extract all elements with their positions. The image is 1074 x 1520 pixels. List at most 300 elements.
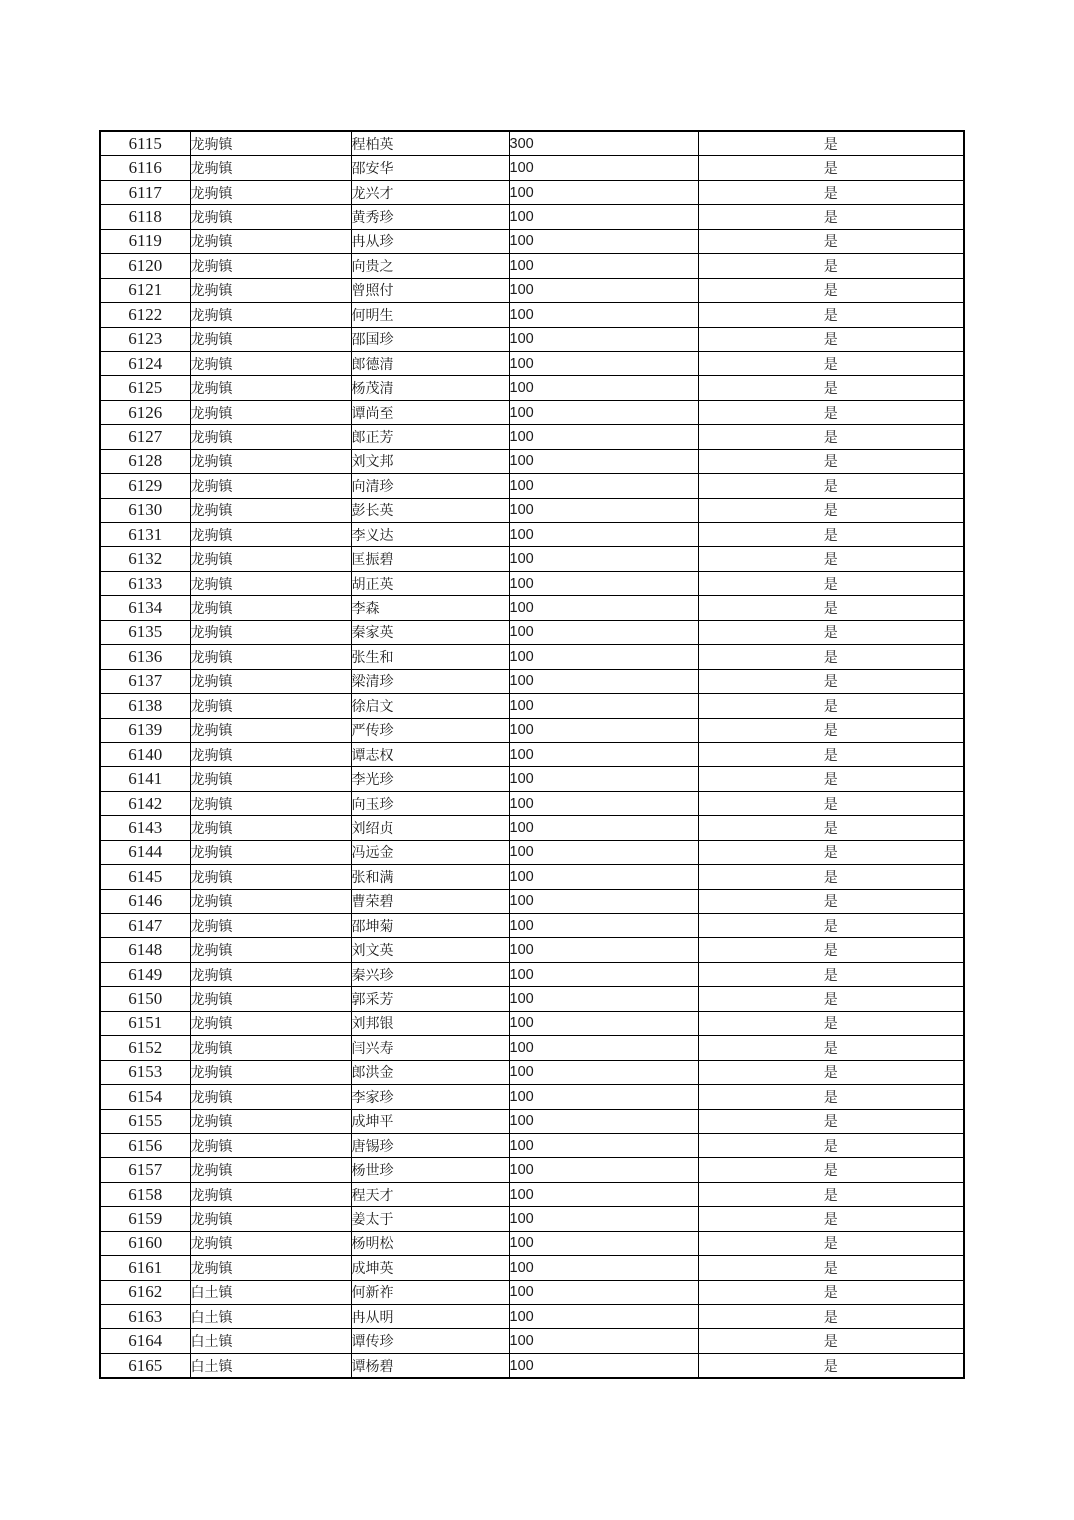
cell-town: 龙驹镇: [190, 1109, 351, 1133]
cell-amount: 100: [509, 547, 698, 571]
table-row: [100, 645, 964, 669]
cell-confirmed: 是: [698, 840, 964, 864]
cell-town: 白土镇: [190, 1353, 351, 1378]
table-row: [100, 1256, 964, 1280]
cell-confirmed: 是: [698, 962, 964, 986]
cell-name: 刘绍贞: [351, 816, 509, 840]
cell-name: 胡正英: [351, 571, 509, 595]
table-row: [100, 474, 964, 498]
cell-town: 龙驹镇: [190, 742, 351, 766]
cell-name: 李家珍: [351, 1085, 509, 1109]
cell-town: 龙驹镇: [190, 278, 351, 302]
cell-name: 梁清珍: [351, 669, 509, 693]
cell-id: 6134: [100, 596, 190, 620]
table-row: [100, 400, 964, 424]
cell-confirmed: 是: [698, 278, 964, 302]
cell-amount: 100: [509, 523, 698, 547]
cell-confirmed: 是: [698, 1231, 964, 1255]
cell-id: 6153: [100, 1060, 190, 1084]
cell-town: 龙驹镇: [190, 547, 351, 571]
cell-town: 龙驹镇: [190, 1036, 351, 1060]
cell-town: 龙驹镇: [190, 694, 351, 718]
cell-amount: 100: [509, 1133, 698, 1157]
table-row: [100, 791, 964, 815]
cell-amount: 100: [509, 303, 698, 327]
cell-confirmed: 是: [698, 376, 964, 400]
cell-town: 龙驹镇: [190, 229, 351, 253]
table-row: [100, 914, 964, 938]
cell-name: 李森: [351, 596, 509, 620]
cell-id: 6150: [100, 987, 190, 1011]
cell-id: 6120: [100, 254, 190, 278]
cell-town: 白土镇: [190, 1329, 351, 1353]
cell-id: 6115: [100, 131, 190, 156]
cell-confirmed: 是: [698, 889, 964, 913]
cell-name: 刘邦银: [351, 1011, 509, 1035]
cell-id: 6119: [100, 229, 190, 253]
cell-amount: 100: [509, 1329, 698, 1353]
cell-name: 向玉珍: [351, 791, 509, 815]
cell-amount: 100: [509, 1256, 698, 1280]
cell-town: 龙驹镇: [190, 571, 351, 595]
cell-town: 龙驹镇: [190, 1256, 351, 1280]
table-row: [100, 229, 964, 253]
cell-name: 郎正芳: [351, 425, 509, 449]
cell-confirmed: 是: [698, 742, 964, 766]
cell-name: 成坤平: [351, 1109, 509, 1133]
cell-id: 6152: [100, 1036, 190, 1060]
cell-name: 郎洪金: [351, 1060, 509, 1084]
cell-confirmed: 是: [698, 327, 964, 351]
table-row: [100, 498, 964, 522]
cell-confirmed: 是: [698, 523, 964, 547]
table-row: [100, 938, 964, 962]
cell-name: 何明生: [351, 303, 509, 327]
cell-id: 6130: [100, 498, 190, 522]
cell-id: 6127: [100, 425, 190, 449]
cell-confirmed: 是: [698, 987, 964, 1011]
cell-confirmed: 是: [698, 669, 964, 693]
cell-name: 程柏英: [351, 131, 509, 156]
cell-id: 6144: [100, 840, 190, 864]
cell-id: 6136: [100, 645, 190, 669]
cell-amount: 100: [509, 1085, 698, 1109]
cell-town: 龙驹镇: [190, 1207, 351, 1231]
cell-name: 李义达: [351, 523, 509, 547]
cell-confirmed: 是: [698, 1305, 964, 1329]
cell-id: 6133: [100, 571, 190, 595]
cell-confirmed: 是: [698, 1036, 964, 1060]
cell-confirmed: 是: [698, 425, 964, 449]
cell-town: 龙驹镇: [190, 840, 351, 864]
cell-name: 谭传珍: [351, 1329, 509, 1353]
cell-town: 龙驹镇: [190, 669, 351, 693]
cell-town: 龙驹镇: [190, 938, 351, 962]
cell-amount: 100: [509, 816, 698, 840]
cell-town: 龙驹镇: [190, 718, 351, 742]
cell-amount: 100: [509, 1011, 698, 1035]
cell-name: 李光珍: [351, 767, 509, 791]
cell-town: 龙驹镇: [190, 1133, 351, 1157]
table-row: [100, 742, 964, 766]
cell-id: 6151: [100, 1011, 190, 1035]
cell-name: 冉从明: [351, 1305, 509, 1329]
cell-confirmed: 是: [698, 449, 964, 473]
cell-id: 6154: [100, 1085, 190, 1109]
cell-town: 龙驹镇: [190, 645, 351, 669]
cell-id: 6158: [100, 1182, 190, 1206]
cell-name: 张和满: [351, 865, 509, 889]
cell-town: 白土镇: [190, 1280, 351, 1304]
cell-amount: 100: [509, 742, 698, 766]
cell-id: 6147: [100, 914, 190, 938]
cell-amount: 100: [509, 669, 698, 693]
cell-id: 6126: [100, 400, 190, 424]
table-row: [100, 1329, 964, 1353]
cell-confirmed: 是: [698, 1109, 964, 1133]
cell-name: 何新祚: [351, 1280, 509, 1304]
cell-town: 龙驹镇: [190, 156, 351, 180]
cell-amount: 100: [509, 694, 698, 718]
cell-amount: 100: [509, 1353, 698, 1378]
table-body: [100, 131, 964, 1378]
table-row: [100, 767, 964, 791]
cell-name: 杨明松: [351, 1231, 509, 1255]
cell-confirmed: 是: [698, 351, 964, 375]
cell-confirmed: 是: [698, 156, 964, 180]
cell-confirmed: 是: [698, 498, 964, 522]
table-row: [100, 1231, 964, 1255]
cell-confirmed: 是: [698, 938, 964, 962]
cell-id: 6163: [100, 1305, 190, 1329]
cell-amount: 100: [509, 620, 698, 644]
cell-id: 6118: [100, 205, 190, 229]
table-row: [100, 278, 964, 302]
cell-town: 龙驹镇: [190, 205, 351, 229]
cell-amount: 100: [509, 205, 698, 229]
cell-id: 6132: [100, 547, 190, 571]
cell-town: 龙驹镇: [190, 180, 351, 204]
cell-confirmed: 是: [698, 571, 964, 595]
table-row: [100, 596, 964, 620]
cell-name: 郭采芳: [351, 987, 509, 1011]
cell-id: 6161: [100, 1256, 190, 1280]
cell-town: 白土镇: [190, 1305, 351, 1329]
cell-id: 6124: [100, 351, 190, 375]
cell-id: 6116: [100, 156, 190, 180]
table-row: [100, 962, 964, 986]
cell-confirmed: 是: [698, 1182, 964, 1206]
cell-name: 张生和: [351, 645, 509, 669]
table-row: [100, 449, 964, 473]
cell-town: 龙驹镇: [190, 1182, 351, 1206]
cell-name: 秦兴珍: [351, 962, 509, 986]
cell-amount: 100: [509, 229, 698, 253]
cell-amount: 100: [509, 156, 698, 180]
cell-confirmed: 是: [698, 1280, 964, 1304]
cell-name: 徐启文: [351, 694, 509, 718]
cell-id: 6164: [100, 1329, 190, 1353]
cell-confirmed: 是: [698, 131, 964, 156]
cell-name: 邵坤菊: [351, 914, 509, 938]
table-row: [100, 327, 964, 351]
cell-id: 6123: [100, 327, 190, 351]
cell-id: 6135: [100, 620, 190, 644]
table-row: [100, 816, 964, 840]
table-row: [100, 303, 964, 327]
cell-confirmed: 是: [698, 474, 964, 498]
cell-id: 6125: [100, 376, 190, 400]
cell-amount: 100: [509, 254, 698, 278]
cell-town: 龙驹镇: [190, 474, 351, 498]
table-row: [100, 1207, 964, 1231]
cell-confirmed: 是: [698, 547, 964, 571]
cell-amount: 100: [509, 1060, 698, 1084]
cell-amount: 100: [509, 474, 698, 498]
cell-id: 6155: [100, 1109, 190, 1133]
table-row: [100, 1158, 964, 1182]
cell-confirmed: 是: [698, 1085, 964, 1109]
cell-id: 6156: [100, 1133, 190, 1157]
cell-name: 成坤英: [351, 1256, 509, 1280]
cell-confirmed: 是: [698, 816, 964, 840]
cell-name: 谭尚至: [351, 400, 509, 424]
cell-name: 冉从珍: [351, 229, 509, 253]
cell-id: 6148: [100, 938, 190, 962]
cell-amount: 100: [509, 596, 698, 620]
cell-id: 6141: [100, 767, 190, 791]
cell-confirmed: 是: [698, 596, 964, 620]
cell-confirmed: 是: [698, 1353, 964, 1378]
cell-amount: 100: [509, 767, 698, 791]
cell-id: 6117: [100, 180, 190, 204]
cell-town: 龙驹镇: [190, 303, 351, 327]
cell-amount: 100: [509, 962, 698, 986]
cell-town: 龙驹镇: [190, 1060, 351, 1084]
cell-confirmed: 是: [698, 229, 964, 253]
cell-name: 曹荣碧: [351, 889, 509, 913]
cell-town: 龙驹镇: [190, 889, 351, 913]
cell-confirmed: 是: [698, 791, 964, 815]
cell-amount: 100: [509, 1231, 698, 1255]
table-row: [100, 865, 964, 889]
table-row: [100, 1305, 964, 1329]
table-row: [100, 620, 964, 644]
table-row: [100, 1280, 964, 1304]
table-row: [100, 889, 964, 913]
cell-id: 6137: [100, 669, 190, 693]
cell-town: 龙驹镇: [190, 449, 351, 473]
table-row: [100, 1011, 964, 1035]
cell-id: 6122: [100, 303, 190, 327]
cell-id: 6165: [100, 1353, 190, 1378]
cell-name: 曾照付: [351, 278, 509, 302]
cell-amount: 100: [509, 1207, 698, 1231]
cell-town: 龙驹镇: [190, 131, 351, 156]
cell-confirmed: 是: [698, 1256, 964, 1280]
cell-name: 郎德清: [351, 351, 509, 375]
cell-amount: 100: [509, 425, 698, 449]
cell-confirmed: 是: [698, 1329, 964, 1353]
cell-confirmed: 是: [698, 1060, 964, 1084]
cell-confirmed: 是: [698, 303, 964, 327]
cell-name: 向贵之: [351, 254, 509, 278]
table-row: [100, 1109, 964, 1133]
cell-town: 龙驹镇: [190, 865, 351, 889]
cell-town: 龙驹镇: [190, 1085, 351, 1109]
cell-town: 龙驹镇: [190, 425, 351, 449]
cell-confirmed: 是: [698, 914, 964, 938]
cell-amount: 100: [509, 571, 698, 595]
cell-name: 彭长英: [351, 498, 509, 522]
cell-name: 姜太于: [351, 1207, 509, 1231]
cell-town: 龙驹镇: [190, 816, 351, 840]
cell-town: 龙驹镇: [190, 987, 351, 1011]
table-row: [100, 987, 964, 1011]
cell-town: 龙驹镇: [190, 376, 351, 400]
cell-confirmed: 是: [698, 1158, 964, 1182]
cell-id: 6143: [100, 816, 190, 840]
table-row: [100, 694, 964, 718]
cell-confirmed: 是: [698, 205, 964, 229]
cell-id: 6142: [100, 791, 190, 815]
cell-confirmed: 是: [698, 865, 964, 889]
cell-confirmed: 是: [698, 767, 964, 791]
cell-name: 谭杨碧: [351, 1353, 509, 1378]
table-row: [100, 1182, 964, 1206]
cell-town: 龙驹镇: [190, 1011, 351, 1035]
cell-amount: 100: [509, 1305, 698, 1329]
cell-amount: 100: [509, 889, 698, 913]
cell-town: 龙驹镇: [190, 914, 351, 938]
cell-name: 闫兴寿: [351, 1036, 509, 1060]
cell-id: 6157: [100, 1158, 190, 1182]
cell-name: 刘文邦: [351, 449, 509, 473]
cell-confirmed: 是: [698, 718, 964, 742]
cell-name: 秦家英: [351, 620, 509, 644]
table-row: [100, 718, 964, 742]
table-row: [100, 547, 964, 571]
table-row: [100, 254, 964, 278]
cell-town: 龙驹镇: [190, 962, 351, 986]
cell-amount: 100: [509, 278, 698, 302]
cell-name: 匡振碧: [351, 547, 509, 571]
cell-confirmed: 是: [698, 1133, 964, 1157]
cell-amount: 100: [509, 1182, 698, 1206]
payment-record-table: [99, 130, 965, 1379]
cell-id: 6138: [100, 694, 190, 718]
cell-town: 龙驹镇: [190, 327, 351, 351]
cell-name: 程天才: [351, 1182, 509, 1206]
cell-name: 杨茂清: [351, 376, 509, 400]
cell-name: 谭志权: [351, 742, 509, 766]
cell-amount: 100: [509, 1280, 698, 1304]
cell-id: 6159: [100, 1207, 190, 1231]
cell-confirmed: 是: [698, 180, 964, 204]
cell-town: 龙驹镇: [190, 596, 351, 620]
cell-confirmed: 是: [698, 1011, 964, 1035]
cell-id: 6121: [100, 278, 190, 302]
cell-amount: 100: [509, 376, 698, 400]
cell-name: 严传珍: [351, 718, 509, 742]
cell-name: 邵国珍: [351, 327, 509, 351]
cell-id: 6162: [100, 1280, 190, 1304]
table-row: [100, 156, 964, 180]
cell-confirmed: 是: [698, 694, 964, 718]
cell-amount: 100: [509, 987, 698, 1011]
cell-amount: 100: [509, 938, 698, 962]
cell-town: 龙驹镇: [190, 523, 351, 547]
table-row: [100, 1085, 964, 1109]
cell-amount: 100: [509, 180, 698, 204]
table-row: [100, 131, 964, 156]
table-row: [100, 376, 964, 400]
cell-confirmed: 是: [698, 1207, 964, 1231]
cell-id: 6131: [100, 523, 190, 547]
cell-amount: 100: [509, 718, 698, 742]
cell-amount: 300: [509, 131, 698, 156]
cell-amount: 100: [509, 449, 698, 473]
cell-town: 龙驹镇: [190, 351, 351, 375]
cell-name: 龙兴才: [351, 180, 509, 204]
cell-name: 刘文英: [351, 938, 509, 962]
cell-amount: 100: [509, 865, 698, 889]
cell-town: 龙驹镇: [190, 620, 351, 644]
cell-id: 6139: [100, 718, 190, 742]
cell-amount: 100: [509, 840, 698, 864]
cell-amount: 100: [509, 400, 698, 424]
cell-id: 6145: [100, 865, 190, 889]
cell-confirmed: 是: [698, 254, 964, 278]
cell-amount: 100: [509, 1158, 698, 1182]
cell-amount: 100: [509, 327, 698, 351]
table-row: [100, 840, 964, 864]
cell-town: 龙驹镇: [190, 498, 351, 522]
cell-id: 6146: [100, 889, 190, 913]
table-row: [100, 1133, 964, 1157]
cell-name: 邵安华: [351, 156, 509, 180]
table-row: [100, 1353, 964, 1378]
cell-name: 唐锡珍: [351, 1133, 509, 1157]
cell-town: 龙驹镇: [190, 791, 351, 815]
table-row: [100, 1060, 964, 1084]
table-row: [100, 1036, 964, 1060]
cell-amount: 100: [509, 791, 698, 815]
cell-name: 冯远金: [351, 840, 509, 864]
cell-town: 龙驹镇: [190, 400, 351, 424]
cell-amount: 100: [509, 351, 698, 375]
cell-amount: 100: [509, 498, 698, 522]
cell-amount: 100: [509, 914, 698, 938]
cell-confirmed: 是: [698, 400, 964, 424]
table-row: [100, 571, 964, 595]
cell-confirmed: 是: [698, 620, 964, 644]
cell-id: 6129: [100, 474, 190, 498]
cell-town: 龙驹镇: [190, 1158, 351, 1182]
table-row: [100, 180, 964, 204]
cell-name: 黄秀珍: [351, 205, 509, 229]
cell-id: 6160: [100, 1231, 190, 1255]
table-row: [100, 669, 964, 693]
cell-id: 6128: [100, 449, 190, 473]
table-row: [100, 523, 964, 547]
cell-amount: 100: [509, 1036, 698, 1060]
cell-town: 龙驹镇: [190, 767, 351, 791]
cell-name: 杨世珍: [351, 1158, 509, 1182]
cell-confirmed: 是: [698, 645, 964, 669]
table-row: [100, 205, 964, 229]
cell-amount: 100: [509, 645, 698, 669]
